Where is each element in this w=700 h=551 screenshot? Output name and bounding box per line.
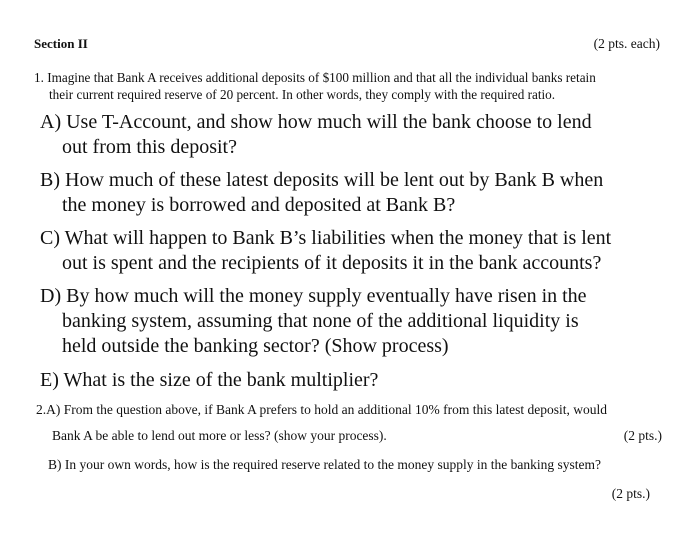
question-1-intro bbox=[34, 69, 596, 103]
question-1-part-e bbox=[40, 368, 378, 393]
section-points: (2 pts. each) bbox=[593, 36, 660, 51]
part-a-line-1: A) Use T-Account, and show how much will the bank choose to lend bbox=[40, 111, 592, 133]
part-c-line-1: C) What will happen to Bank B’s liabilities when the money that is lent bbox=[40, 227, 612, 249]
question-1-intro-line-1: 1. Imagine that Bank A receives additional deposits of $100 million and that all the individual banks retain bbox=[34, 70, 596, 85]
part-d-line-1: D) By how much will the money supply eventually have risen in the bbox=[40, 285, 587, 307]
question-2a-points: (2 pts.) bbox=[623, 428, 662, 443]
question-1-intro-line-2: their current required reserve of 20 percent. In other words, they comply with the required ratio. bbox=[49, 87, 556, 102]
part-a-line-2: out from this deposit? bbox=[62, 136, 237, 158]
question-2b-points: (2 pts.) bbox=[611, 486, 650, 501]
part-c-line-2: out is spent and the recipients of it deposits it in the bank accounts? bbox=[62, 252, 602, 274]
question-2a-line-1: 2.A) From the question above, if Bank A prefers to hold an additional 10% from this latest deposit, would bbox=[36, 402, 608, 417]
part-d-line-2: banking system, assuming that none of the additional liquidity is bbox=[62, 310, 579, 332]
part-b-line-1: B) How much of these latest deposits will be lent out by Bank B when bbox=[40, 169, 604, 191]
section-title: Section II bbox=[34, 36, 88, 51]
part-d-line-3: held outside the banking sector? (Show process) bbox=[62, 335, 449, 357]
part-e-line-1: E) What is the size of the bank multiplier? bbox=[40, 369, 379, 391]
question-1-part-a bbox=[40, 110, 592, 160]
question-2b-line-1: B) In your own words, how is the required reserve related to the money supply in the banking system? bbox=[48, 457, 601, 472]
question-1-part-c bbox=[40, 226, 611, 276]
part-b-line-2: the money is borrowed and deposited at Bank B? bbox=[62, 194, 456, 216]
question-1-part-d bbox=[40, 284, 587, 359]
question-1-part-b bbox=[40, 168, 603, 218]
question-2a-line-2: Bank A be able to lend out more or less? (show your process). bbox=[52, 428, 387, 443]
